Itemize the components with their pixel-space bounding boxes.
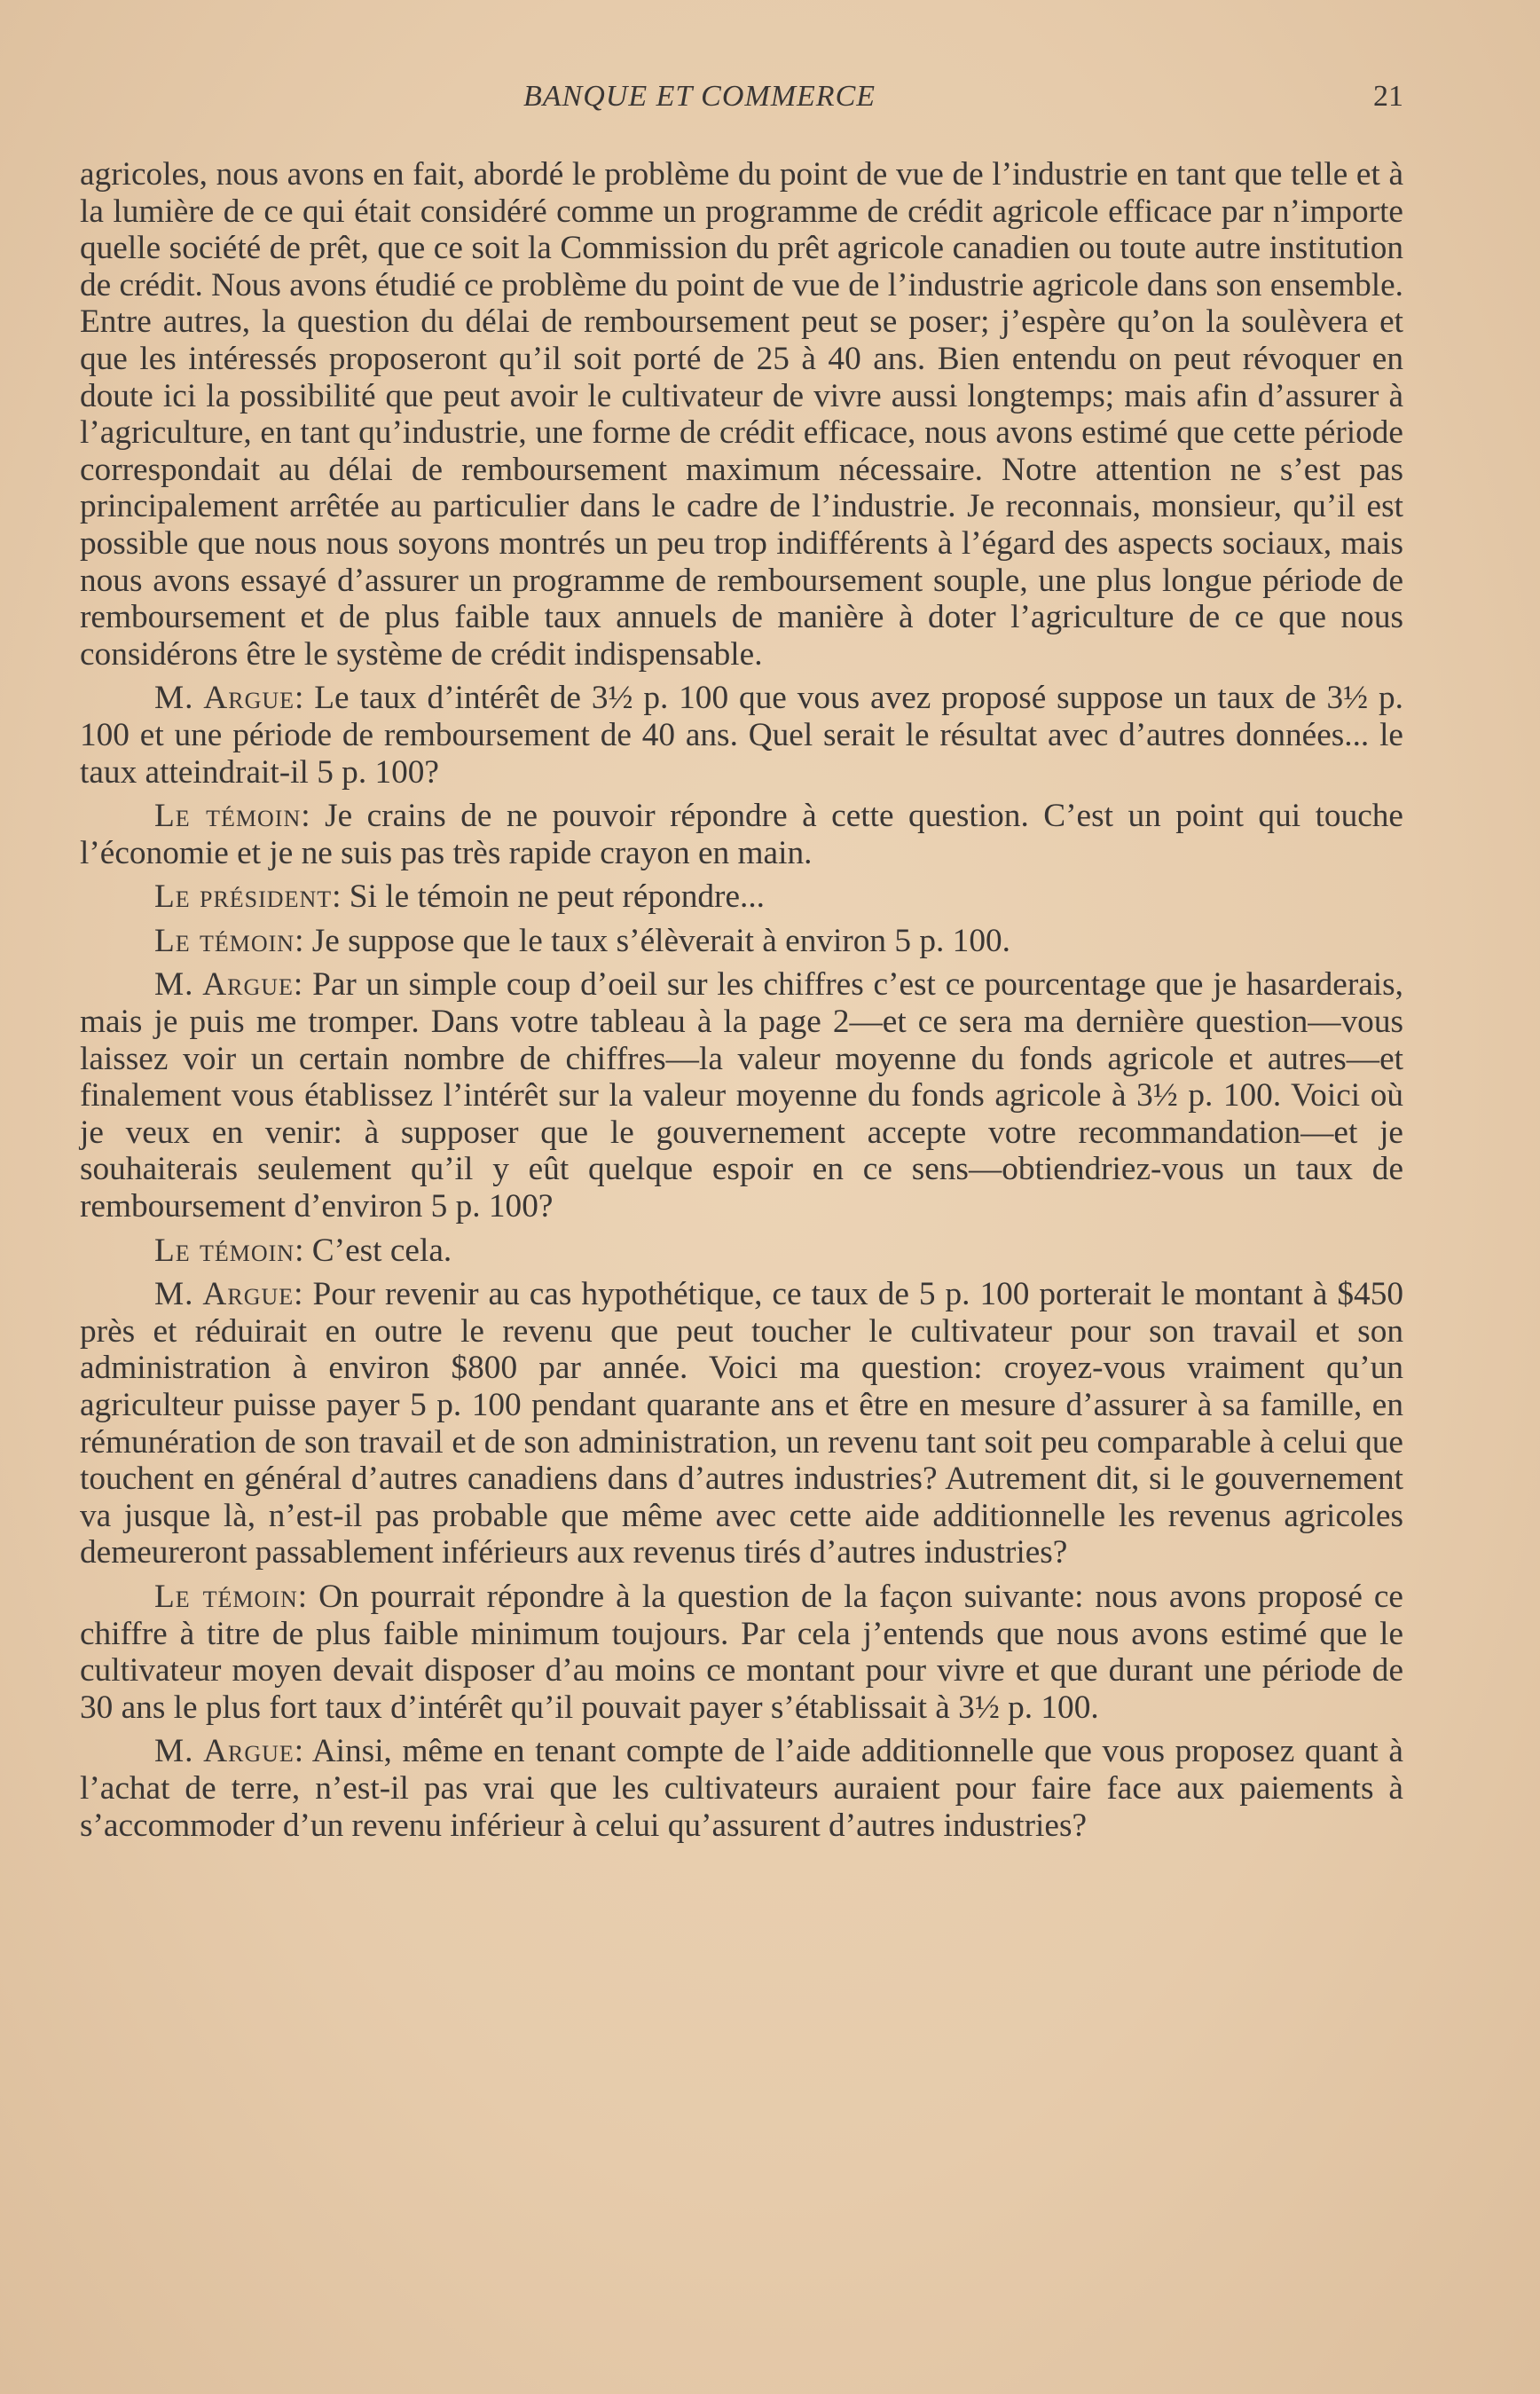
speaker-colon: : bbox=[295, 1232, 304, 1269]
speaker-name: Le témoin bbox=[154, 1232, 295, 1269]
speaker-name: M. Argue bbox=[154, 680, 295, 717]
speaker-colon: : bbox=[294, 1276, 303, 1313]
speaker-name: M. Argue bbox=[154, 1276, 295, 1313]
dialogue-paragraph bbox=[80, 798, 1403, 871]
paragraph-text: Ainsi, même en tenant compte de l’aide additionnelle que vous proposez quant à l’achat de terre, n’est-il pas vrai que les cultivateurs auraient pour faire face aux paiements à s’accommoder d’un revenu inférieur à celui qu’assurent d’autres industries? bbox=[80, 1733, 1403, 1844]
running-header bbox=[0, 80, 1540, 124]
speaker-name: Le témoin bbox=[154, 798, 302, 835]
paragraph-text: agricoles, nous avons en fait, abordé le problème du point de vue de l’industrie en tant que telle et à la lumière de ce qui était considéré comme un programme de crédit agricole efficace par n’importe quelle société de prêt, que ce soit la Commission du prêt agricole canadien ou toute autre institution de crédit. Nous avons étudié ce problème du point de vue de l’industrie agricole dans son ensemble. Entre autres, la question du délai de remboursement peut se poser; j’espère qu’on la soulèvera et que les intéressés proposeront qu’il soit porté de 25 à 40 ans. Bien entendu on peut révoquer en doute ici la possibilité que peut avoir le cultivateur de vivre aussi longtemps; mais afin d’assurer à l’agriculture, en tant qu’industrie, une forme de crédit efficace, nous avons estimé que cette période correspondait au délai de remboursement maximum nécessaire. Notre attention ne s’est pas principalement arrêtée au particulier dans le cadre de l’industrie. Je reconnais, monsieur, qu’il est possible que nous nous soyons montrés un peu trop indifférents à l’égard des aspects sociaux, mais nous avons essayé d’assurer un programme de remboursement souple, une plus longue période de remboursement et de plus faible taux annuels de manière à doter l’agriculture de ce que nous considérons être le système de crédit indispensable. bbox=[80, 156, 1403, 673]
body-text bbox=[80, 156, 1403, 1844]
paragraph-text: Le taux d’intérêt de 3½ p. 100 que vous avez proposé suppose un taux de 3½ p. 100 et une période de remboursement de 40 ans. Quel serait le résultat avec d’autres données... le taux atteindrait-il 5 p. 100? bbox=[80, 680, 1403, 791]
speaker-colon: : bbox=[295, 922, 304, 959]
paragraph-text: C’est cela. bbox=[303, 1232, 452, 1269]
dialogue-paragraph bbox=[80, 1733, 1403, 1844]
speaker-colon: : bbox=[295, 680, 304, 717]
speaker-colon: : bbox=[297, 1578, 308, 1615]
speaker-name: Le président bbox=[154, 878, 333, 916]
paragraph-text: Pour revenir au cas hypothétique, ce taux de 5 p. 100 porterait le montant à $450 près et réduirait en outre le revenu que peut toucher le cultivateur pour son travail et son administration à environ $800 par année. Voici ma question: croyez-vous vraiment qu’un agriculteur puisse payer 5 p. 100 pendant quarante ans et être en mesure d’assurer à sa famille, en rémunération de son travail et de son administration, un revenu tant soit peu comparable à celui que touchent en général d’autres canadiens dans d’autres industries? Autrement dit, si le gouvernement va jusque là, n’est-il pas probable que même avec cette aide additionnelle les revenus agricoles demeureront passablement inférieurs aux revenus tirés d’autres industries? bbox=[80, 1276, 1403, 1571]
dialogue-paragraph bbox=[80, 966, 1403, 1225]
paragraph-text: Je suppose que le taux s’élèverait à environ 5 p. 100. bbox=[303, 922, 1010, 959]
paragraph-text: On pourrait répondre à la question de la façon suivante: nous avons proposé ce chiffre à titre de plus faible minimum toujours. Par cela j’entends que nous avons estimé que le cultivateur moyen devait disposer d’au moins ce montant pour vivre et que durant une période de 30 ans le plus fort taux d’intérêt qu’il pouvait payer s’établissait à 3½ p. 100. bbox=[80, 1578, 1403, 1726]
dialogue-paragraph bbox=[80, 923, 1403, 960]
speaker-colon: : bbox=[293, 966, 303, 1004]
dialogue-paragraph bbox=[80, 878, 1403, 916]
page-number: 21 bbox=[1373, 80, 1403, 113]
speaker-colon: : bbox=[301, 798, 310, 835]
speaker-name: Le témoin bbox=[154, 1578, 298, 1615]
dialogue-paragraph bbox=[80, 1579, 1403, 1726]
speaker-name: Le témoin bbox=[154, 922, 295, 959]
dialogue-paragraph bbox=[80, 1276, 1403, 1571]
dialogue-paragraph bbox=[80, 680, 1403, 791]
paragraph-text: Je crains de ne pouvoir répondre à cette question. C’est un point qui touche l’économie et je ne suis pas très rapide crayon en main. bbox=[80, 798, 1403, 871]
paragraph-text: Si le témoin ne peut répondre... bbox=[341, 878, 765, 916]
paragraph-continuation bbox=[80, 156, 1403, 673]
speaker-name: M. Argue bbox=[154, 1733, 295, 1770]
speaker-name: M. Argue bbox=[154, 966, 294, 1004]
dialogue-paragraph bbox=[80, 1232, 1403, 1270]
speaker-colon: : bbox=[294, 1733, 304, 1770]
running-title: BANQUE ET COMMERCE bbox=[523, 80, 876, 113]
paragraph-text: Par un simple coup d’oeil sur les chiffres c’est ce pourcentage que je hasarderais, mais je puis me tromper. Dans votre tableau à la page 2—et ce sera ma dernière question—vous laissez voir un certain nombre de chiffres—la valeur moyenne du fonds agricole et autres—et finalement vous établissez l’intérêt sur la valeur moyenne du fonds agricole à 3½ p. 100. Voici où je veux en venir: à supposer que le gouvernement accepte votre recommandation—et je souhaiterais seulement qu’il y eût quelque espoir en ce sens—obtiendriez-vous un taux de remboursement d’environ 5 p. 100? bbox=[80, 966, 1403, 1225]
speaker-colon: : bbox=[332, 878, 342, 916]
